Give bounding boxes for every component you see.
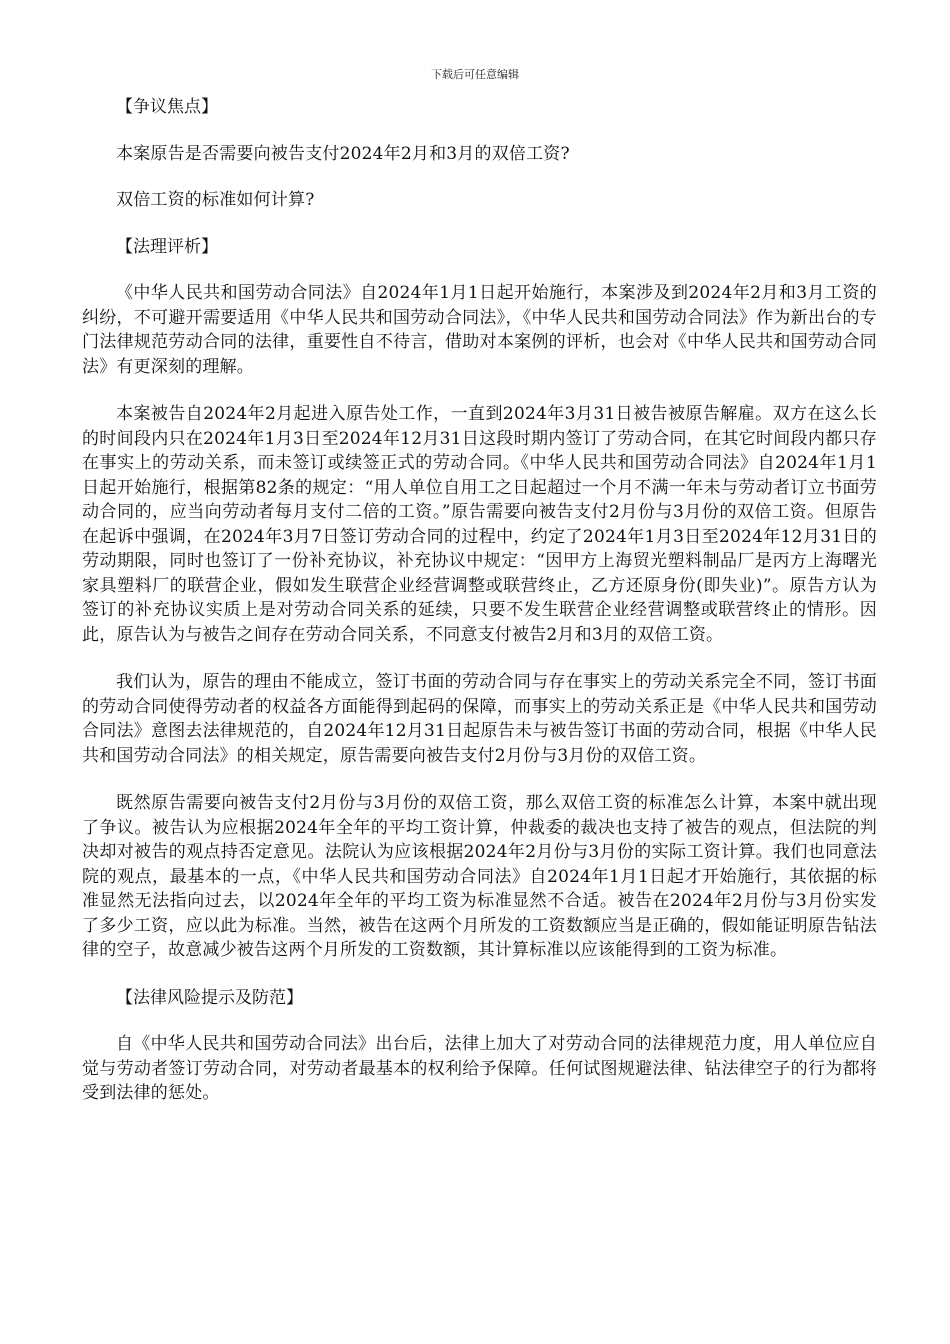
analysis-paragraph-2: 本案被告自2024年2月起进入原告处工作，一直到2024年3月31日被告被原告解雇。双方在这么长的时间段内只在2024年1月3日至2024年12月31日这段时期内签订了劳动合同，在其它时间段内都只存在事实上的劳动关系，而未签订或续签正式的劳动合同。《中华人民共和国劳动合同法》自2024年1月1日起开始施行，根据第82条的规定：“用人单位自用工之日起超过一个月不满一年未与劳动者订立书面劳动合同的，应当向劳动者每月支付二倍的工资。”原告需要向被告支付2月份与3月份的双倍工资。但原告在起诉中强调，在2024年3月7日签订劳动合同的过程中，约定了2024年1月3日至2024年12月31日的劳动期限，同时也签订了一份补充协议，补充协议中规定：“因甲方上海贸光塑料制品厂是丙方上海曙光家具塑料厂的联营企业，假如发生联营企业经营调整或联营终止，乙方还原身份(即失业)”。原告方认为签订的补充协议实质上是对劳动合同关系的延续，只要不发生联营企业经营调整或联营终止的情形。因此，原告认为与被告之间存在劳动合同关系，不同意支付被告2月和3月的双倍工资。: [82, 404, 877, 645]
risk-heading: 【法律风险提示及防范】: [116, 987, 303, 1008]
dispute-question-1: 本案原告是否需要向被告支付2024年2月和3月的双倍工资?: [116, 143, 570, 164]
analysis-heading: 【法理评析】: [116, 236, 218, 257]
analysis-paragraph-4: 既然原告需要向被告支付2月份与3月份的双倍工资，那么双倍工资的标准怎么计算，本案中就出现了争议。被告认为应根据2024年全年的平均工资计算，仲裁委的裁决也支持了被告的观点，但法院的判决却对被告的观点持否定意见。法院认为应该根据2024年2月份与3月份的实际工资计算。我们也同意法院的观点，最基本的一点，《中华人民共和国劳动合同法》自2024年1月1日起才开始施行，其依据的标准显然无法指向过去，以2024年全年的平均工资为标准显然不合适。被告在2024年2月份与3月份实发了多少工资，应以此为标准。当然，被告在这两个月所发的工资数额应当是正确的，假如能证明原告钻法律的空子，故意减少被告这两个月所发的工资数额，其计算标准以应该能得到的工资为标准。: [82, 793, 877, 960]
header-note: 下载后可任意编辑: [431, 68, 519, 81]
risk-paragraph-1: 自《中华人民共和国劳动合同法》出台后，法律上加大了对劳动合同的法律规范力度，用人单位应自觉与劳动者签订劳动合同，对劳动者最基本的权利给予保障。任何试图规避法律、钻法律空子的行为都将受到法律的惩处。: [82, 1034, 877, 1103]
document-body: [82, 95, 877, 1129]
analysis-paragraph-1: 《中华人民共和国劳动合同法》自2024年1月1日起开始施行，本案涉及到2024年2月和3月工资的纠纷，不可避开需要适用《中华人民共和国劳动合同法》，《中华人民共和国劳动合同法》作为新出台的专门法律规范劳动合同的法律，重要性自不待言，借助对本案例的评析，也会对《中华人民共和国劳动合同法》有更深刻的理解。: [82, 283, 877, 377]
analysis-paragraph-3: 我们认为，原告的理由不能成立，签订书面的劳动合同与存在事实上的劳动关系完全不同，签订书面的劳动合同使得劳动者的权益各方面能得到起码的保障，而事实上的劳动关系正是《中华人民共和国劳动合同法》意图去法律规范的，自2024年12月31日起原告未与被告签订书面的劳动合同，根据《中华人民共和国劳动合同法》的相关规定，原告需要向被告支付2月份与3月份的双倍工资。: [82, 672, 877, 766]
dispute-heading: 【争议焦点】: [116, 97, 218, 117]
dispute-question-2: 双倍工资的标准如何计算?: [116, 190, 315, 210]
